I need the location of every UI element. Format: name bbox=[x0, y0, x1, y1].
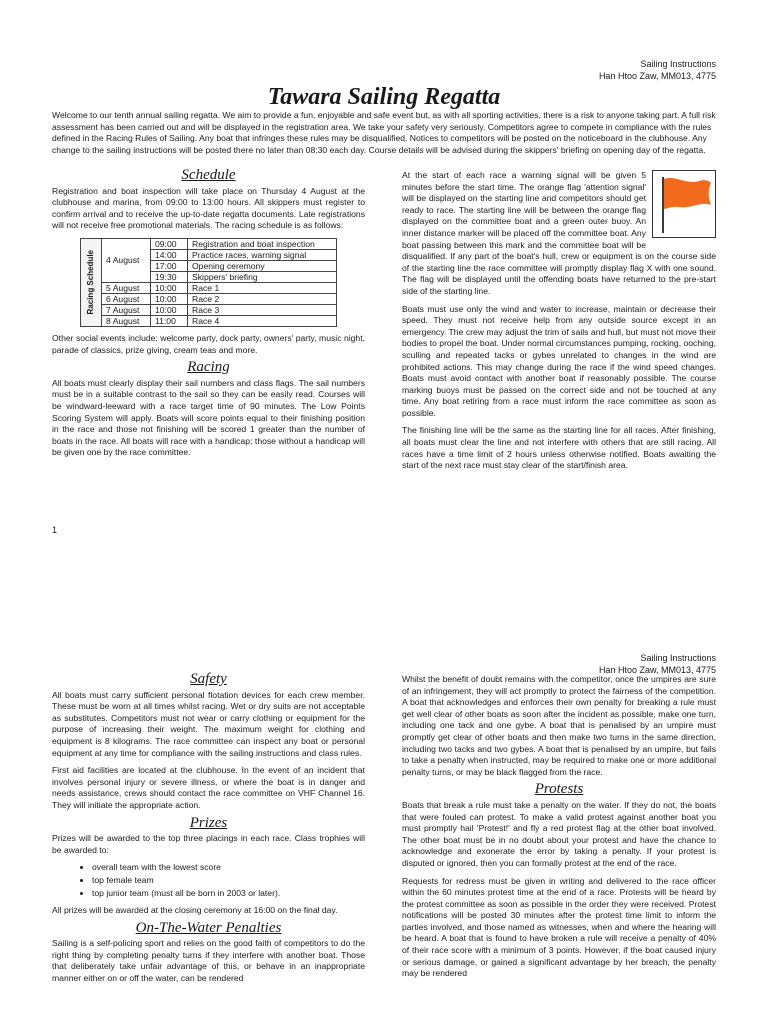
table-row bbox=[102, 315, 337, 326]
left-column bbox=[52, 167, 365, 465]
header-author: Han Htoo Zaw, MM013, 4775 bbox=[598, 665, 716, 675]
time-cell: 09:00 bbox=[151, 238, 188, 249]
orange-flag-icon bbox=[652, 170, 716, 238]
right-column bbox=[402, 170, 716, 478]
racing-heading: Racing bbox=[187, 359, 230, 376]
left-column bbox=[52, 671, 365, 991]
time-cell: 10:00 bbox=[151, 304, 188, 315]
safety-paragraph: All boats must carry sufficient personal flotation devices for each crew member. These must be worn at all times whilst racing. Wet or dry suits are not acceptable as substitutes. Competitors must not wear or carry clothing or equipment for the purpose of increasing their weight. The maximum weight for clothing and equipment is 8 kilograms. The race committee can inspect any boat or personal equipment at any time for compliance with the sailing instructions and class rules. bbox=[52, 689, 365, 758]
table-row bbox=[102, 293, 337, 304]
racing-schedule-table bbox=[80, 238, 365, 327]
event-cell: Race 1 bbox=[188, 282, 337, 293]
schedule-heading: Schedule bbox=[181, 167, 236, 183]
prize-ceremony-paragraph: All prizes will be awarded at the closing ceremony at 16:00 on the final day. bbox=[52, 905, 338, 916]
header-doc-title: Sailing Instructions bbox=[640, 59, 716, 69]
event-cell: Practice races, warning signal bbox=[188, 249, 337, 260]
time-cell: 11:00 bbox=[151, 315, 188, 326]
penalties-paragraph: Sailing is a self-policing sport and relies on the good faith of competitors to do the right thing by completing penalty turns if they interfere with another boat. Those that deliberately take unfair advantage of this, or behave in an inappropriate manner either on or off the water, can be rendered bbox=[52, 938, 365, 984]
starting-paragraph: At the start of each race a warning signal will be given 5 minutes before the start time. The orange flag 'attention signal' will be displayed on the starting line and competitors should get ready to race. The starting line will be between the orange flag displayed on the committee boat and a green outer buoy. An inner distance marker will be placed off the committee boat. Any boat passing between this mark and the committee boat will be disqualified. If any part of the boat's hull, crew or equipment is on the course side of the starting line the race committee will promptly display flag X with one sound. The flag will be displayed until the offending boats have returned to the pre-start side of the starting line. bbox=[402, 170, 716, 296]
day-cell: 8 August bbox=[102, 315, 151, 326]
event-cell: Race 4 bbox=[188, 315, 337, 326]
day-cell: 6 August bbox=[102, 293, 151, 304]
rules-paragraph: Boats must use only the wind and water to increase, maintain or decrease their speed. They must not receive help from any outside source except in an emergency. The crew may adjust the trim of sails and hull, but must not move their bodies to propel the boat. Under normal circumstances pumping, rocking, ooching, sculling and repeated tacks or gybes unrelated to changes in the wind are prohibited actions. This may change during the race if the wind speed changes. Boats must avoid contact with another boat if reasonably possible. The course marking buoys must be passed on the correct side and not be touched at any time. Any boat retiring from a race must inform the race committee as soon as possible. bbox=[402, 303, 716, 418]
safety-heading: Safety bbox=[190, 671, 227, 687]
penalties-heading: On-The-Water Penalties bbox=[135, 919, 282, 936]
document-title: Tawara Sailing Regatta bbox=[267, 84, 501, 110]
social-events-paragraph: Other social events include: welcome party, dock party, owners' party, music night, parade of classics, prize giving, cream teas and more. bbox=[52, 332, 365, 355]
protest-paragraph: Boats that break a rule must take a penalty on the water. If they do not, the boats that were fouled can protest. To make a valid protest against another boat you must promptly hail 'Protest!' and fly a red protest flag at the other boat involved. The other boat must be in no doubt about your protest and have the chance to acknowledge and exonerate the error by taking a penalty. If your protest is disputed or ignored, then you can formally protest at the end of the race. bbox=[402, 799, 716, 868]
schedule-side-label: Racing Schedule bbox=[80, 238, 101, 327]
prizes-paragraph: Prizes will be awarded to the top three placings in each race. Class trophies will be awarded to: bbox=[52, 833, 365, 855]
prizes-heading: Prizes bbox=[189, 814, 228, 831]
time-cell: 10:00 bbox=[151, 282, 188, 293]
racing-paragraph: All boats must clearly display their sail numbers and class flags. The sail numbers must be in a suitable contrast to the sail so they can be easily read. Courses will be windward-leeward with a race target time of 90 minutes. The Low Points Scoring System will apply. Boats will score points equal to their finishing position in the race and those not finishing will be scored 1 greater than the number of boats in the race. All boats will race with a handicap; those without a handicap will be given one by the race committee. bbox=[52, 377, 365, 458]
protests-heading: Protests bbox=[534, 781, 584, 798]
finishing-paragraph: The finishing line will be the same as the starting line for all races. After finishing, all boats must clear the line and not interfere with others that are still racing. All races have a time limit of 2 hours unless otherwise notified. Boats awaiting the start of the next race must stay clear of the start/finish area. bbox=[402, 425, 716, 471]
first-aid-paragraph: First aid facilities are located at the clubhouse. In the event of an incident that involves personal injury or severe illness, or where the boat is in danger and needs assistance, crews should contact the race committee on VHF Channel 16. They will initiate the appropriate action. bbox=[52, 765, 365, 810]
day-cell: 4 August bbox=[102, 238, 151, 282]
page-2 bbox=[0, 640, 768, 1024]
time-cell: 14:00 bbox=[151, 249, 188, 260]
table-row bbox=[102, 238, 337, 249]
page-header bbox=[599, 652, 716, 676]
header-author: Han Htoo Zaw, MM013, 4775 bbox=[598, 71, 716, 81]
right-column bbox=[402, 674, 716, 986]
day-cell: 7 August bbox=[102, 304, 151, 315]
list-item: • top female team bbox=[92, 875, 365, 887]
page-header bbox=[599, 58, 716, 82]
event-cell: Race 2 bbox=[188, 293, 337, 304]
table-row bbox=[102, 282, 337, 293]
schedule-paragraph: Registration and boat inspection will take place on Thursday 4 August at the clubhouse and marina, from 09:00 to 13:00 hours. All skippers must register to confirm arrival and to receive the up-to-date regatta documents. Late registrations will not receive free promotional materials. The racing schedule is as follows: bbox=[52, 185, 365, 231]
umpire-paragraph: Whilst the benefit of doubt remains with the competitor, once the umpires are sure of an infringement, they will act promptly to protect the fairness of the competition. A boat that acknowledges and enforces their own penalty for breaking a rule must get well clear of other boats as soon after the incident as possible, make one turn, including one tack and one gybe. A boat that is penalised by an umpire must promptly get clear of other boats and then make two turns in the same direction, including two tacks and two gybes. A boat that is penalised by an umpire, but fails to take a penalty when instructed, may be required to make one or more additional penalty turns, or may be black flagged from the race. bbox=[402, 674, 716, 777]
event-cell: Skippers' briefing bbox=[188, 271, 337, 282]
time-cell: 17:00 bbox=[151, 260, 188, 271]
event-cell: Race 3 bbox=[188, 304, 337, 315]
header-doc-title: Sailing Instructions bbox=[640, 653, 716, 663]
trophy-list bbox=[52, 862, 365, 899]
day-cell: 5 August bbox=[102, 282, 151, 293]
schedule-table bbox=[101, 238, 337, 327]
page-number: 1 bbox=[52, 525, 58, 535]
time-cell: 10:00 bbox=[151, 293, 188, 304]
list-item: • top junior team (must all be born in 2003 or later). bbox=[92, 888, 365, 900]
list-item: • overall team with the lowest score bbox=[92, 862, 365, 874]
time-cell: 19:30 bbox=[151, 271, 188, 282]
event-cell: Registration and boat inspection bbox=[188, 238, 337, 249]
event-cell: Opening ceremony bbox=[188, 260, 337, 271]
table-row bbox=[102, 304, 337, 315]
redress-paragraph: Requests for redress must be given in writing and delivered to the race officer within the 60 minutes protest time at the end of a race. Protests will be heard by the protest committee as soon as possible in the order they were received. Protest notifications will be posted 30 minutes after the protest time limit to inform the parties involved, and those named as witnesses, when and where the hearing will be heard. A boat that is found to have broken a rule will receive a penalty of 40% of their race score with a minimum of 3 points. However, if the boat caused injury or serious damage, or gained a significant advantage by her breach, the penalty may be rendered bbox=[402, 875, 716, 979]
intro-paragraph: Welcome to our tenth annual sailing regatta. We aim to provide a fun, enjoyable and safe event but, as with all sporting activities, there is a risk to anyone taking part. A full risk assessment has been carried out and will be displayed in the registration area. We take your safety very seriously. Competitors agree to compete in compliance with the rules defined in the Racing Rules of Sailing. Any boat that infringes these rules may be disqualified. Notices to competitors will be posted on the noticeboard in the clubhouse. Any change to the sailing instructions will be posted there no later than 08:30 each day. Course details will be advised during the skippers' briefing on opening day of the regatta. bbox=[52, 110, 716, 155]
